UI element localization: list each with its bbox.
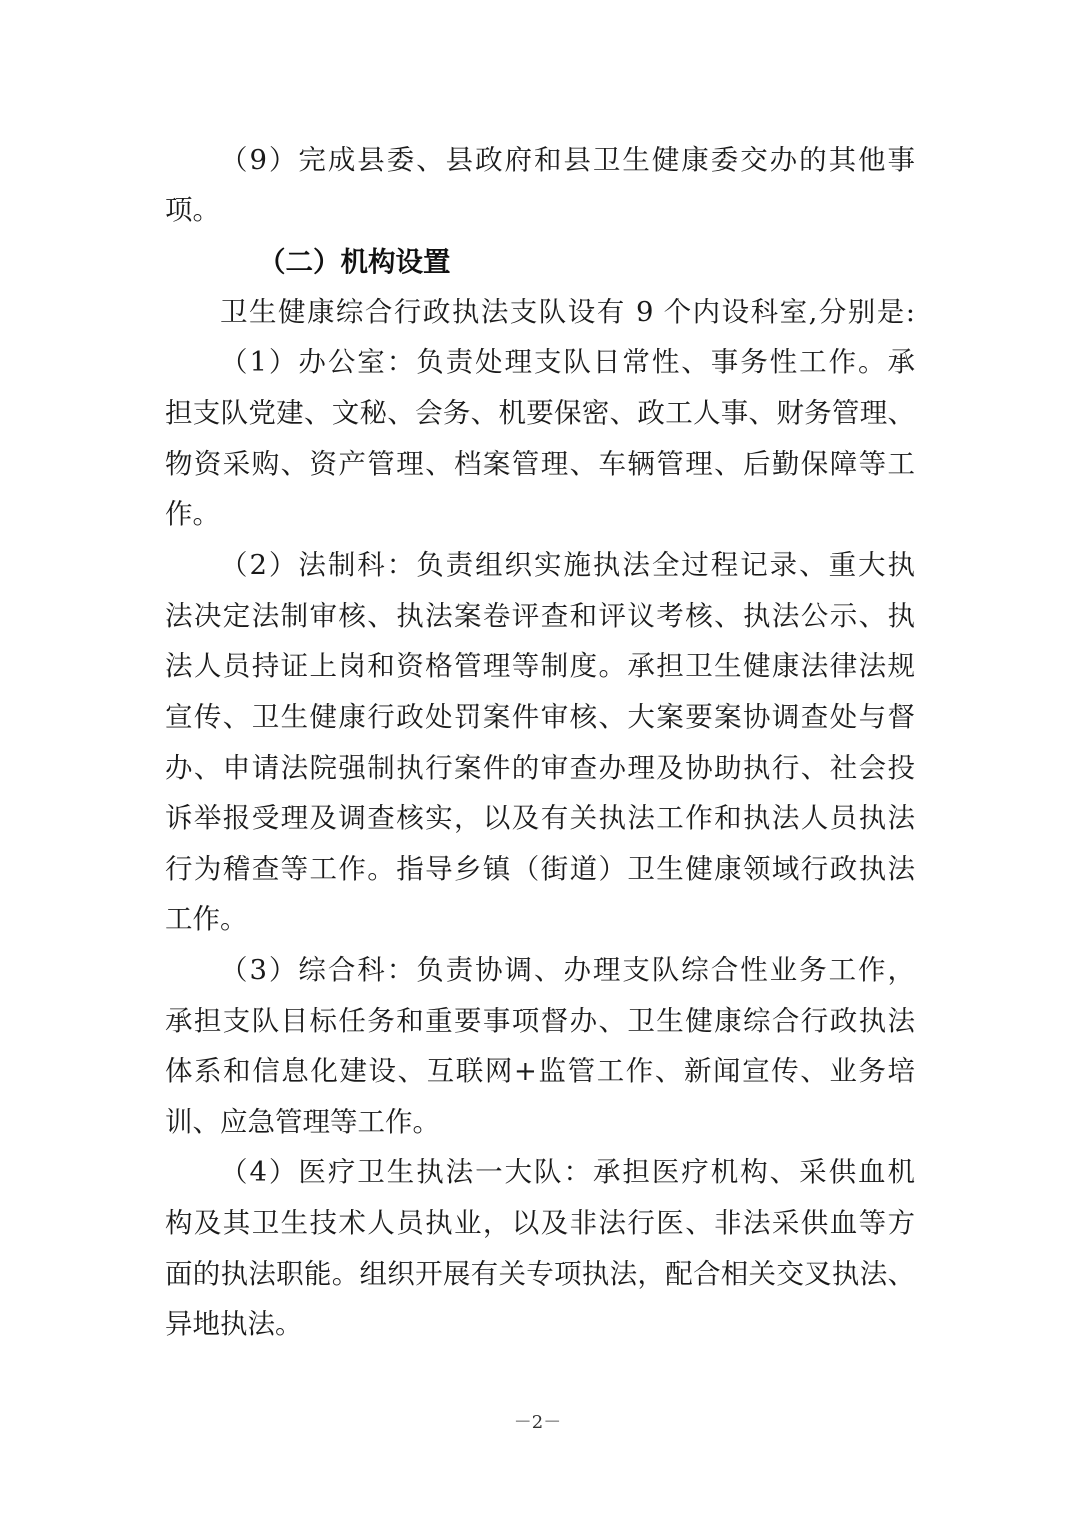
dept3-line: （3）综合科：负责协调、办理支队综合性业务工作， — [220, 954, 915, 986]
dept4-line: （4）医疗卫生执法一大队：承担医疗机构、采供血机 — [220, 1156, 915, 1188]
dept3-line: 承担支队目标任务和重要事项督办、卫生健康综合行政执法 — [165, 1005, 915, 1037]
page-number: －2－ — [513, 1412, 562, 1433]
dept2-line: 诉举报受理及调查核实，以及有关执法工作和执法人员执法 — [165, 802, 915, 834]
section-heading: （二）机构设置 — [258, 246, 451, 278]
dept4-line: 异地执法。 — [165, 1308, 303, 1340]
dept1-line: 作。 — [165, 498, 220, 530]
paragraph-item9-line2: 项。 — [165, 194, 220, 226]
dept1-line: 物资采购、资产管理、档案管理、车辆管理、后勤保障等工 — [165, 448, 915, 480]
dept2-line: 法决定法制审核、执法案卷评查和评议考核、执法公示、执 — [165, 600, 915, 632]
dept2-line: （2）法制科：负责组织实施执法全过程记录、重大执 — [220, 549, 915, 581]
dept3-line: 体系和信息化建设、互联网+监管工作、新闻宣传、业务培 — [165, 1055, 915, 1087]
dept4-line: 构及其卫生技术人员执业，以及非法行医、非法采供血等方 — [165, 1207, 915, 1239]
dept2-line: 宣传、卫生健康行政处罚案件审核、大案要案协调查处与督 — [165, 701, 915, 733]
dept4-line: 面的执法职能。组织开展有关专项执法，配合相关交叉执法、 — [165, 1258, 915, 1290]
dept2-line: 法人员持证上岗和资格管理等制度。承担卫生健康法律法规 — [165, 650, 915, 682]
paragraph-item9-line1: （9）完成县委、县政府和县卫生健康委交办的其他事 — [220, 144, 915, 176]
dept3-line: 训、应急管理等工作。 — [165, 1106, 440, 1138]
dept2-line: 行为稽查等工作。指导乡镇（街道）卫生健康领域行政执法 — [165, 853, 915, 885]
intro-line: 卫生健康综合行政执法支队设有 9 个内设科室,分别是: — [220, 296, 915, 328]
dept1-line: （1）办公室：负责处理支队日常性、事务性工作。承 — [220, 346, 915, 378]
dept1-line: 担支队党建、文秘、会务、机要保密、政工人事、财务管理、 — [165, 397, 915, 429]
dept2-line: 工作。 — [165, 903, 248, 935]
dept2-line: 办、申请法院强制执行案件的审查办理及协助执行、社会投 — [165, 752, 915, 784]
